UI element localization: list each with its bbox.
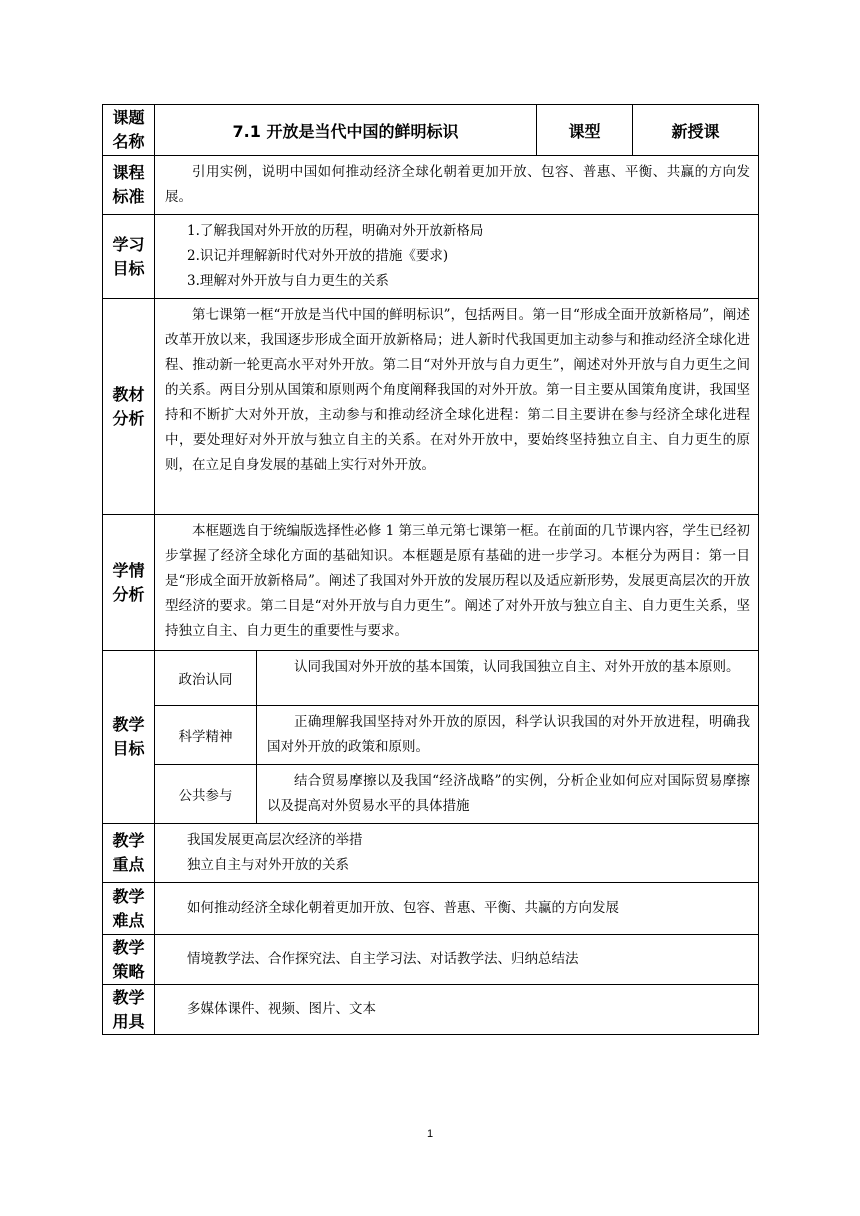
learning-goals-list	[155, 215, 759, 299]
label-difficulties: 教学 难点	[103, 883, 155, 935]
label-title: 课题 名称	[103, 105, 155, 156]
row-material-analysis	[103, 299, 759, 515]
student-analysis-text: 本框题选自于统编版选择性必修 1 第三单元第七课第一框。在前面的几节课内容，学生已经初步掌握了经济全球化方面的基础知识。本框题是原有基础的进一步学习。本框分为两目：第一目是“形成全面开放新格局”。阐述了我国对外开放的发展历程以及适应新形势，发展更高层次的开放型经济的要求。第二目是“对外开放与自力更生”。阐述了对外开放与独立自主、自力更生关系，坚持独立自主、自力更生的重要性与要求。	[155, 515, 759, 651]
row-title	[103, 105, 759, 156]
difficulties-text: 如何推动经济全球化朝着更加开放、包容、普惠、平衡、共赢的方向发展	[155, 883, 759, 935]
label-material-analysis: 教材 分析	[103, 299, 155, 515]
goal-name-public: 公共参与	[155, 765, 257, 824]
goal-text-science: 正确理解我国坚持对外开放的原因，科学认识我国的对外开放进程，明确我国对外开放的政策和原则。	[257, 706, 759, 765]
goal-text-public: 结合贸易摩擦以及我国“经济战略”的实例，分析企业如何应对国际贸易摩擦以及提高对外贸易水平的具体措施	[257, 765, 759, 824]
row-student-analysis	[103, 515, 759, 651]
goal-item: 1.了解我国对外开放的历程，明确对外开放新格局	[187, 223, 484, 239]
goal-text-political: 认同我国对外开放的基本国策，认同我国独立自主、对外开放的基本原则。	[257, 651, 759, 706]
strategies-text: 情境教学法、合作探究法、自主学习法、对话教学法、归纳总结法	[155, 935, 759, 985]
label-standard: 课程 标准	[103, 156, 155, 215]
goal-name-science: 科学精神	[155, 706, 257, 765]
row-learning-goals	[103, 215, 759, 299]
lesson-plan-table	[102, 104, 759, 1035]
standard-text: 引用实例，说明中国如何推动经济全球化朝着更加开放、包容、普惠、平衡、共赢的方向发展。	[155, 156, 759, 215]
lesson-title: 7.1 开放是当代中国的鲜明标识	[155, 105, 537, 156]
goal-item: 3.理解对外开放与自力更生的关系	[187, 273, 389, 289]
goal-name-political: 政治认同	[155, 651, 257, 706]
label-learning-goals: 学习 目标	[103, 215, 155, 299]
label-tools: 教学 用具	[103, 985, 155, 1035]
row-key-points	[103, 824, 759, 883]
goal-item: 2.识记并理解新时代对外开放的措施《要求)	[187, 248, 449, 264]
label-key-points: 教学 重点	[103, 824, 155, 883]
tools-text: 多媒体课件、视频、图片、文本	[155, 985, 759, 1035]
row-teaching-goal	[103, 765, 759, 824]
row-tools	[103, 985, 759, 1035]
label-strategies: 教学 策略	[103, 935, 155, 985]
label-student-analysis: 学情 分析	[103, 515, 155, 651]
row-difficulties	[103, 883, 759, 935]
row-teaching-goal	[103, 651, 759, 706]
label-teaching-goals: 教学 目标	[103, 651, 155, 824]
label-lesson-type: 课型	[537, 105, 633, 156]
key-point-line: 独立自主与对外开放的关系	[187, 857, 349, 873]
row-strategies	[103, 935, 759, 985]
key-point-line: 我国发展更高层次经济的举措	[187, 832, 363, 848]
row-standard	[103, 156, 759, 215]
page-number: 1	[426, 1128, 434, 1140]
key-points-text	[155, 824, 759, 883]
row-teaching-goal	[103, 706, 759, 765]
lesson-type-value: 新授课	[633, 105, 759, 156]
material-analysis-text: 第七课第一框“开放是当代中国的鲜明标识”，包括两目。第一目“形成全面开放新格局”，阐述改革开放以来，我国逐步形成全面开放新格局；进人新时代我国更加主动参与和推动经济全球化进程、推动新一轮更高水平对外开放。第二目“对外开放与自力更生”，阐述对外开放与自力更生之间的关系。两目分别从国策和原则两个角度阐释我国的对外开放。第一目主要从国策角度讲，我国坚持和不断扩大对外开放，主动参与和推动经济全球化进程：第二目主要讲在参与经济全球化进程中，要处理好对外开放与独立自主的关系。在对外开放中，要始终坚持独立自主、自力更生的原则，在立足自身发展的基础上实行对外开放。	[155, 299, 759, 515]
